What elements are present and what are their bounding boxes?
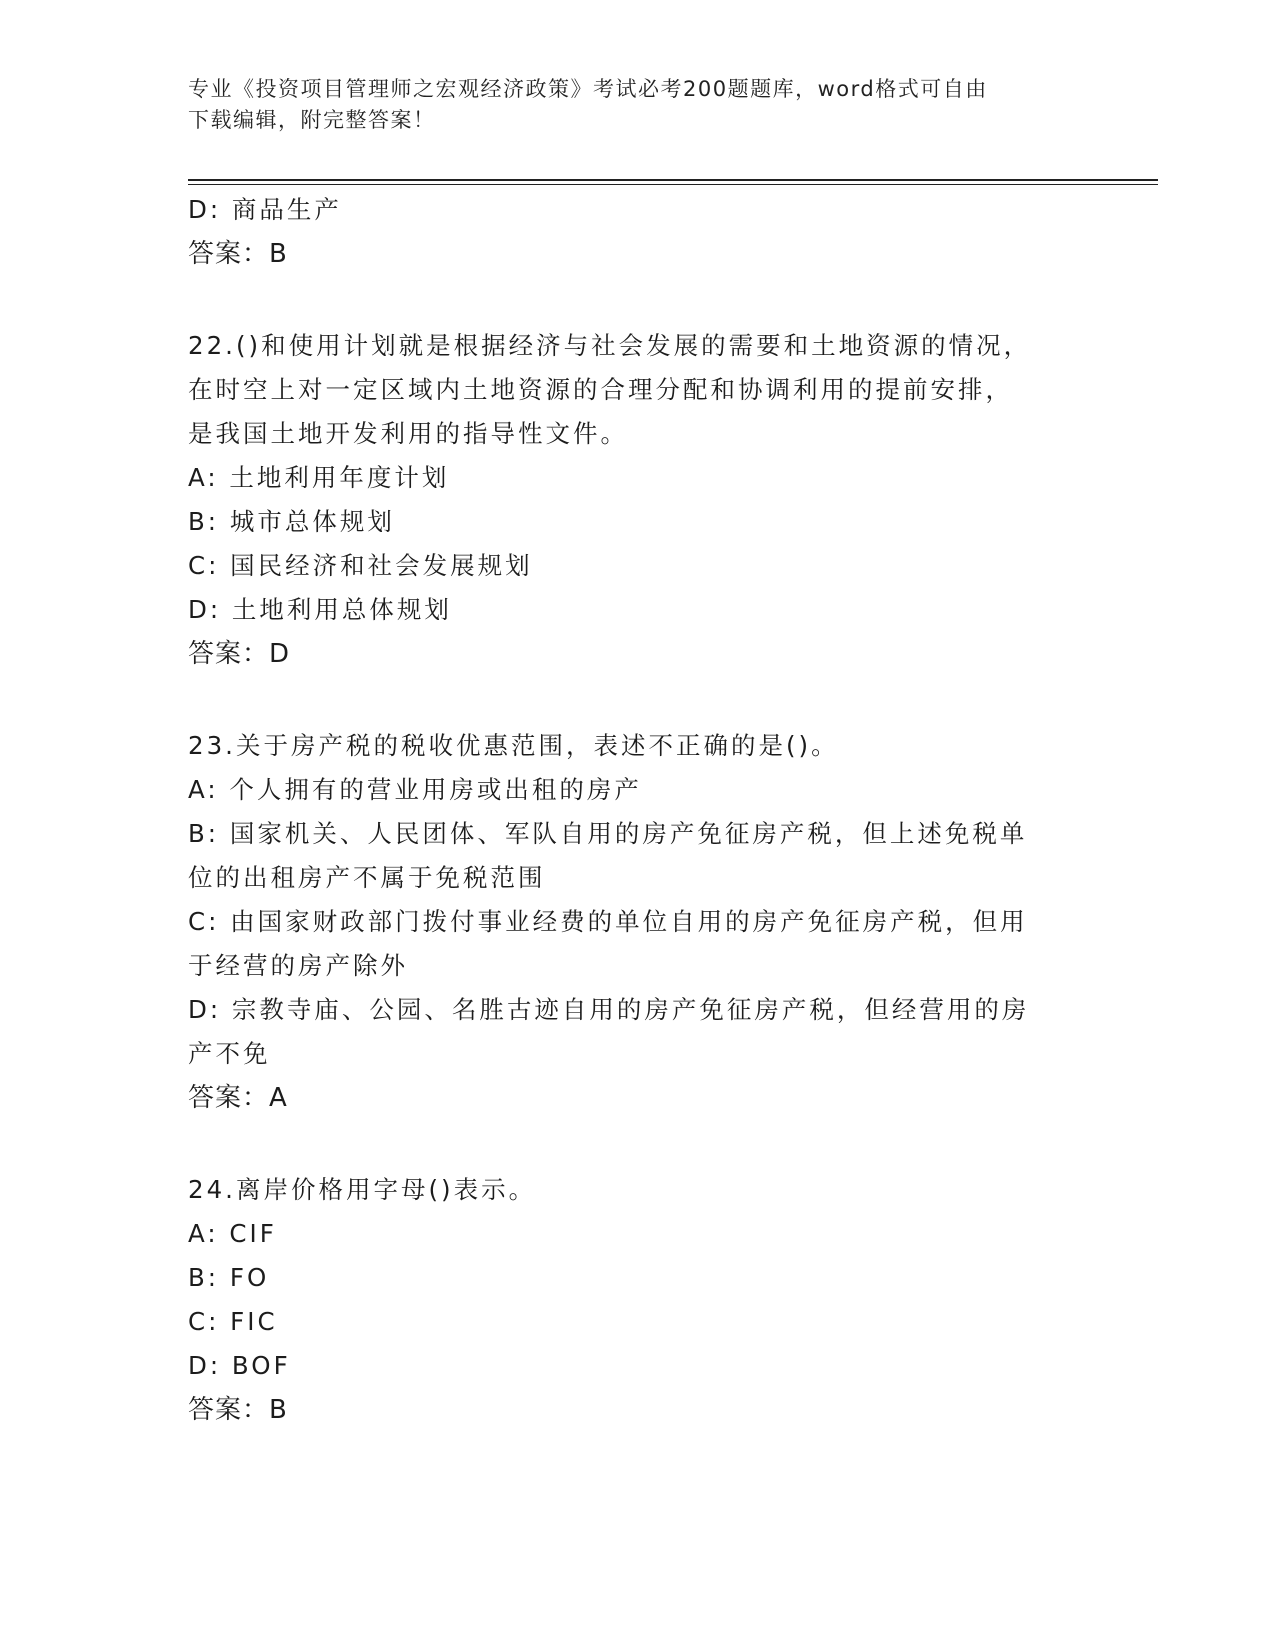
q23-answer: 答案：A xyxy=(188,1083,288,1113)
q24-option-d: D: BOF xyxy=(188,1351,291,1380)
q22-option-a: A: 土地利用年度计划 xyxy=(188,463,450,492)
q23-option-d-line-2: 产不免 xyxy=(188,1039,271,1068)
page-header xyxy=(188,74,1088,136)
q23-option-b-line-1: B: 国家机关、人民团体、军队自用的房产免征房产税，但上述免税单 xyxy=(188,819,1028,848)
q22-stem-line-2: 在时空上对一定区域内土地资源的合理分配和协调利用的提前安排， xyxy=(188,375,1013,404)
q23-option-c-line-1: C: 由国家财政部门拨付事业经费的单位自用的房产免征房产税，但用 xyxy=(188,907,1028,936)
q22-option-b: B: 城市总体规划 xyxy=(188,507,395,536)
prev-question-option-d: D: 商品生产 xyxy=(188,195,342,224)
q22-option-d: D: 土地利用总体规划 xyxy=(188,595,452,624)
header-text-line-2: 下载编辑，附完整答案！ xyxy=(188,108,436,132)
q24-option-c: C: FIC xyxy=(188,1307,278,1336)
q24-answer: 答案：B xyxy=(188,1395,288,1425)
q22-stem-line-1: 22.()和使用计划就是根据经济与社会发展的需要和土地资源的情况， xyxy=(188,331,1032,360)
header-text-line-1: 专业《投资项目管理师之宏观经济政策》考试必考200题题库，word格式可自由 xyxy=(188,77,988,101)
prev-question-answer: 答案：B xyxy=(188,239,288,269)
header-divider xyxy=(188,179,1158,185)
q22-option-c: C: 国民经济和社会发展规划 xyxy=(188,551,533,580)
q24-option-a: A: CIF xyxy=(188,1219,277,1248)
q23-option-b-line-2: 位的出租房产不属于免税范围 xyxy=(188,863,546,892)
q23-option-a: A: 个人拥有的营业用房或出租的房产 xyxy=(188,775,642,804)
q22-stem-line-3: 是我国土地开发利用的指导性文件。 xyxy=(188,419,628,448)
q23-option-d-line-1: D: 宗教寺庙、公园、名胜古迹自用的房产免征房产税，但经营用的房 xyxy=(188,995,1030,1024)
q23-stem: 23.关于房产税的税收优惠范围，表述不正确的是()。 xyxy=(188,731,839,760)
q23-option-c-line-2: 于经营的房产除外 xyxy=(188,951,408,980)
q24-stem: 24.离岸价格用字母()表示。 xyxy=(188,1175,537,1204)
q24-option-b: B: FO xyxy=(188,1263,270,1292)
q22-answer: 答案：D xyxy=(188,639,291,669)
